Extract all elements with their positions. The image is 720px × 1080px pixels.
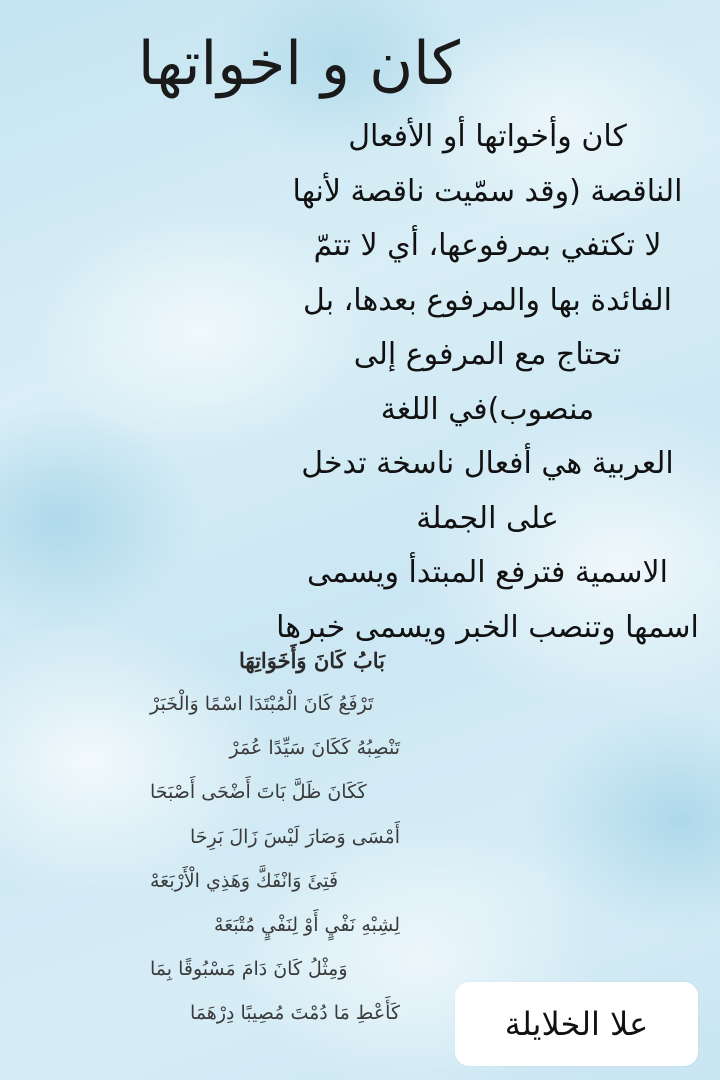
paragraph — [255, 110, 720, 655]
signature-box — [455, 982, 698, 1066]
paragraph-line: الفائدة بها والمرفوع بعدها، بل — [303, 282, 672, 318]
poem-verse: كَأَعْطِ مَا دُمْتَ مُصِيبًا دِرْهَمَا — [190, 1002, 400, 1025]
title: كان و اخواتها — [137, 29, 460, 99]
paragraph-line: لا تكتفي بمرفوعها، أي لا تتمّ — [313, 228, 662, 263]
poem-verse: تَنْصِبُهُ كَكَانَ سَيِّدًا عُمَرْ — [229, 737, 400, 760]
poem-block — [150, 640, 400, 1036]
paragraph-line: الاسمية فترفع المبتدأ ويسمى — [307, 555, 668, 590]
paragraph-line: الناقصة (وقد سمّيت ناقصة لأنها — [292, 173, 683, 209]
poem-verse: فَتِئَ وَانْفَكَّ وَهَذِي الْأَرْبَعَهْ — [150, 869, 339, 892]
poem-verse: أَمْسَى وَصَارَ لَيْسَ زَالَ بَرِحَا — [190, 825, 400, 848]
signature-text: علا الخلايلة — [504, 1005, 649, 1043]
paragraph-line: العربية هي أفعال ناسخة تدخل — [301, 446, 674, 481]
poem-title: بَابُ كَانَ وَأَخَوَاتِهَا — [238, 648, 385, 673]
poem-verse: لِشِبْهِ نَفْيٍ أَوْ لِنَفْيٍ مُتْبَعَهْ — [214, 913, 400, 936]
poem-verse: تَرْفَعُ كَانَ الْمُبْتَدَا اسْمًا وَالْخَبَرْ — [150, 693, 374, 715]
paragraph-line: كان وأخواتها أو الأفعال — [348, 119, 627, 154]
poem-verse: كَكَانَ ظَلَّ بَاتَ أَضْحَى أَصْبَحَا — [150, 781, 367, 804]
paragraph-line: تحتاج مع المرفوع إلى — [353, 337, 622, 372]
paragraph-line: اسمها وتنصب الخبر ويسمى خبرها — [276, 609, 699, 645]
poem-verse: وَمِثْلُ كَانَ دَامَ مَسْبُوقًا بِمَا — [150, 958, 348, 981]
paragraph-line: منصوب)في اللغة — [380, 391, 595, 427]
paragraph-line: على الجملة — [416, 500, 559, 536]
